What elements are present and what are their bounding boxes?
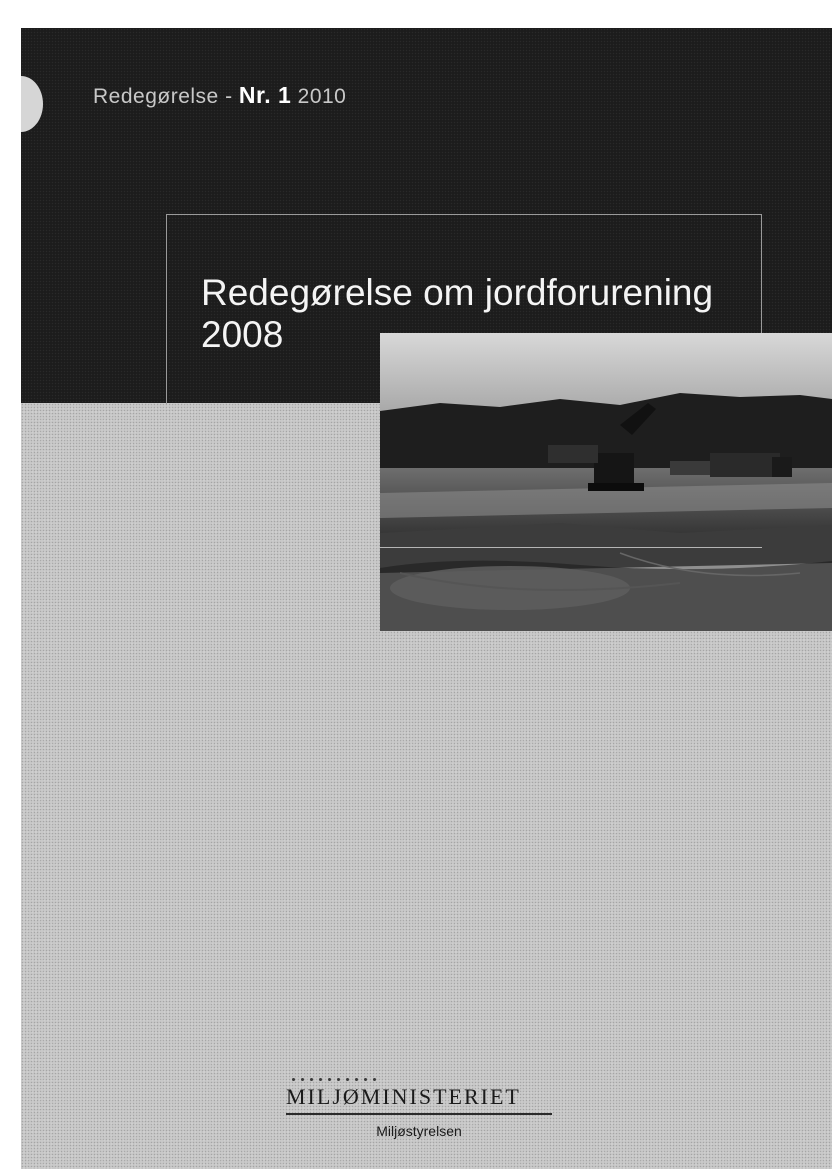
series-line bbox=[93, 82, 346, 109]
cover-page bbox=[21, 28, 832, 1169]
photo-frame-rule bbox=[380, 547, 762, 548]
title-line-1: Redegørelse om jordforurening bbox=[201, 272, 714, 313]
frame-line-top bbox=[166, 214, 762, 215]
ministry-name: MILJØMINISTERIET bbox=[286, 1084, 521, 1109]
logo-underline bbox=[286, 1113, 552, 1115]
series-year: 2010 bbox=[297, 85, 347, 108]
series-label: Redegørelse bbox=[93, 85, 219, 108]
page-tab-marker bbox=[21, 76, 43, 132]
title-line-2: 2008 bbox=[201, 314, 284, 355]
cover-photo bbox=[380, 333, 832, 631]
agency-name: Miljøstyrelsen bbox=[376, 1123, 462, 1139]
series-number: Nr. 1 bbox=[238, 82, 292, 108]
frame-line-left bbox=[166, 214, 167, 404]
logo-dots bbox=[292, 1078, 376, 1081]
cover-photo-image bbox=[380, 333, 832, 631]
series-dash: - bbox=[225, 85, 233, 108]
